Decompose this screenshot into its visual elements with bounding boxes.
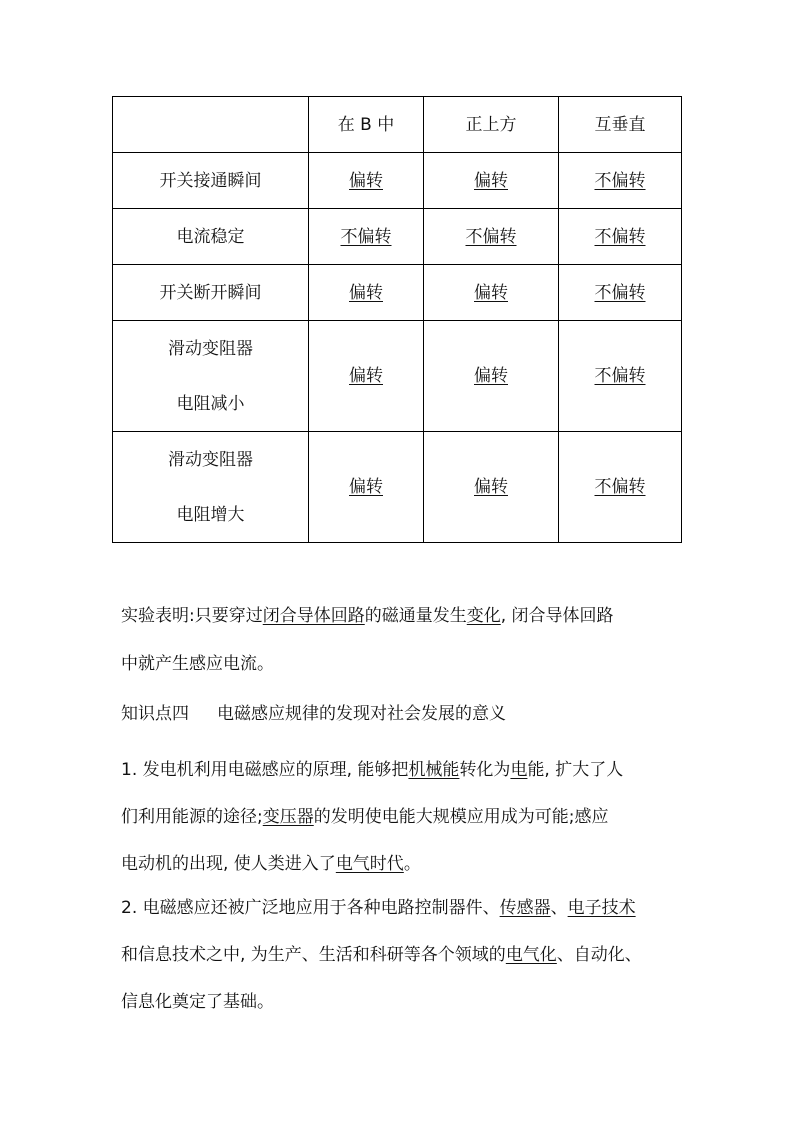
- row-label: 开关断开瞬间: [113, 265, 309, 321]
- table-cell: [424, 321, 559, 432]
- text-run: 能, 扩大了人: [527, 760, 624, 780]
- table-cell: [424, 432, 559, 543]
- header-cell-blank: [113, 97, 309, 153]
- answer-underlined: 电气时代: [335, 854, 404, 874]
- answer-underlined: 不偏转: [465, 226, 517, 247]
- answer-underlined: 变化: [466, 606, 501, 626]
- item-1-paragraph: [121, 759, 691, 875]
- text-run: , 闭合导体回路: [500, 606, 614, 626]
- text-run: 。: [403, 854, 421, 874]
- text-line: 信息化奠定了基础。: [121, 992, 274, 1012]
- row-label-line: 滑动变阻器: [168, 449, 253, 470]
- section-title: 电磁感应规律的发现对社会发展的意义: [217, 704, 506, 724]
- row-label: 电流稳定: [113, 209, 309, 265]
- text-run: 和信息技术之中, 为生产、生活和科研等各个领域的: [121, 945, 506, 965]
- answer-underlined: 不偏转: [594, 170, 646, 191]
- table-cell: [309, 321, 424, 432]
- text-run: 1. 发电机利用电磁感应的原理, 能够把: [121, 760, 409, 780]
- table-cell: [559, 153, 682, 209]
- header-cell-above: 正上方: [424, 97, 559, 153]
- section-heading: [121, 703, 691, 725]
- text-line: 中就产生感应电流。: [121, 654, 274, 674]
- conclusion-paragraph: [121, 605, 691, 675]
- table-cell: [309, 209, 424, 265]
- table-cell: [424, 265, 559, 321]
- answer-underlined: 偏转: [474, 366, 508, 386]
- text-run: 们利用能源的途径;: [121, 807, 263, 827]
- answer-underlined: 不偏转: [594, 282, 646, 303]
- table-cell: [424, 209, 559, 265]
- table-cell: [559, 432, 682, 543]
- row-label: 开关接通瞬间: [113, 153, 309, 209]
- answer-underlined: 偏转: [349, 170, 383, 191]
- header-cell-in-b: 在 B 中: [309, 97, 424, 153]
- answer-underlined: 传感器: [499, 898, 551, 918]
- text-run: 的发明使电能大规模应用成为可能;感应: [313, 807, 609, 827]
- header-cell-perpendicular: 互垂直: [559, 97, 682, 153]
- answer-underlined: 不偏转: [594, 477, 646, 497]
- text-line: [121, 897, 691, 919]
- text-run: 、自动化、: [556, 945, 642, 965]
- table-row: [113, 265, 682, 321]
- table-cell: [559, 265, 682, 321]
- answer-underlined: 偏转: [474, 477, 508, 497]
- text-run: 的磁通量发生: [364, 606, 467, 626]
- table-cell: [559, 209, 682, 265]
- text-line: [121, 605, 691, 627]
- row-label: [113, 321, 309, 432]
- text-run: 实验表明:只要穿过: [121, 606, 263, 626]
- section-label: 知识点四: [121, 704, 189, 724]
- table-cell: [309, 432, 424, 543]
- answer-underlined: 变压器: [262, 807, 314, 827]
- table-row: [113, 432, 682, 543]
- answer-underlined: 偏转: [474, 282, 508, 303]
- answer-underlined: 偏转: [474, 170, 508, 191]
- item-2-paragraph: [121, 897, 691, 1013]
- answer-underlined: 不偏转: [594, 226, 646, 247]
- text-line: [121, 759, 691, 781]
- row-label-line: 电阻增大: [176, 504, 245, 525]
- text-run: 转化为: [459, 760, 511, 780]
- experiment-table: [112, 96, 682, 543]
- answer-underlined: 电气化: [505, 945, 557, 965]
- answer-underlined: 不偏转: [340, 226, 392, 247]
- answer-underlined: 电: [510, 760, 528, 780]
- row-label: [113, 432, 309, 543]
- answer-underlined: 偏转: [349, 282, 383, 303]
- text-line: [121, 853, 691, 875]
- table-row: [113, 321, 682, 432]
- text-run: 电动机的出现, 使人类进入了: [121, 854, 336, 874]
- answer-underlined: 闭合导体回路: [262, 606, 365, 626]
- table-cell: [424, 153, 559, 209]
- table-row: [113, 209, 682, 265]
- table-cell: [309, 153, 424, 209]
- table-cell: [309, 265, 424, 321]
- answer-underlined: 机械能: [408, 760, 460, 780]
- table-row: [113, 153, 682, 209]
- row-label-line: 电阻减小: [176, 393, 245, 414]
- text-line: [121, 944, 691, 966]
- answer-underlined: 不偏转: [594, 366, 646, 386]
- table-header-row: [113, 97, 682, 153]
- row-label-line: 滑动变阻器: [168, 338, 253, 359]
- answer-underlined: 偏转: [349, 366, 383, 386]
- text-run: 、: [550, 898, 568, 918]
- answer-underlined: 电子技术: [567, 898, 636, 918]
- text-run: 2. 电磁感应还被广泛地应用于各种电路控制器件、: [121, 898, 500, 918]
- answer-underlined: 偏转: [349, 477, 383, 497]
- text-line: [121, 806, 691, 828]
- table-cell: [559, 321, 682, 432]
